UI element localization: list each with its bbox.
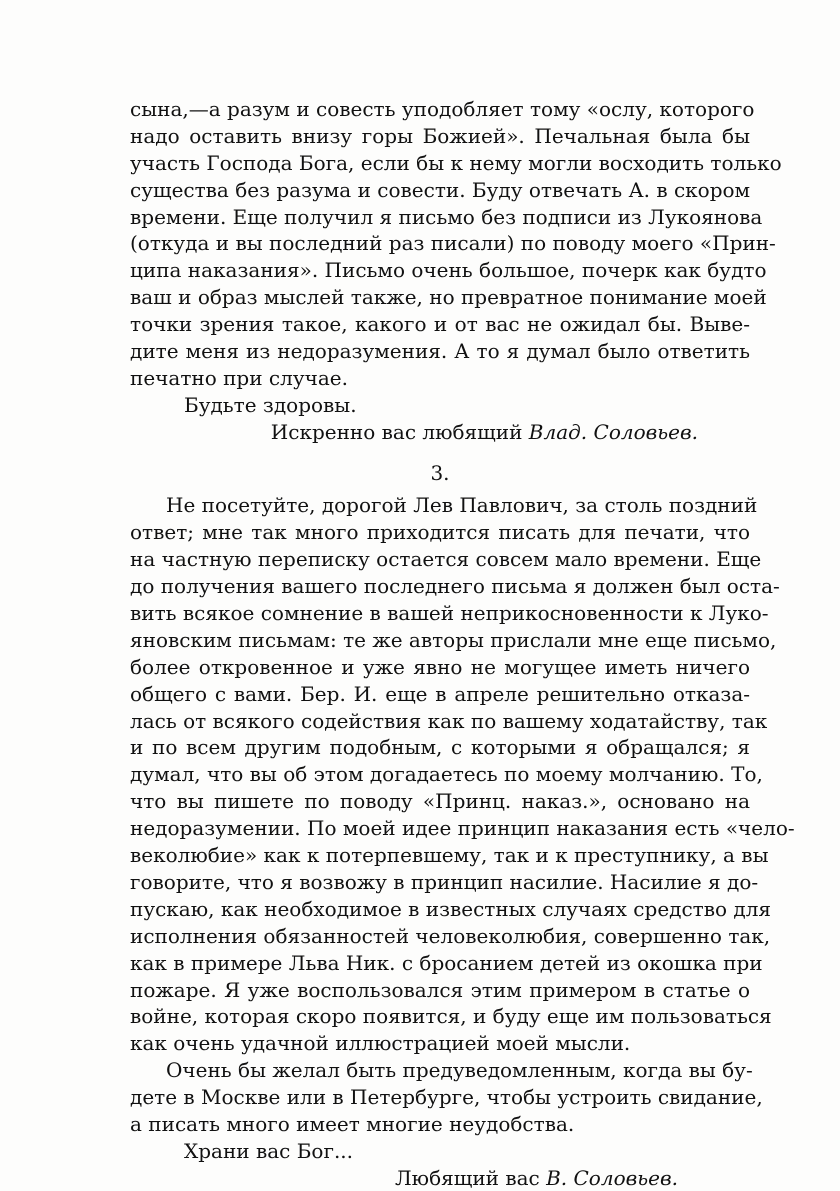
letter-3-signature — [130, 1165, 750, 1191]
signature-name: Влад. Соловьев. — [528, 419, 698, 444]
text-line: веколюбие» как к потерпевшему, так и к преступнику, а вы — [130, 843, 769, 868]
signature-prefix: Любящий вас — [394, 1165, 547, 1190]
text-line: недоразумении. По моей идее принцип наказания есть «чело- — [130, 816, 795, 841]
text-line: времени. Еще получил я письмо без подписи из Лукоянова — [130, 204, 763, 229]
text-line: (откуда и вы последний раз писали) по поводу моего «Прин- — [130, 231, 776, 256]
letter-2-body — [130, 96, 782, 446]
text-line: яновским письмам: те же авторы прислали мне еще письмо, — [130, 627, 777, 652]
text-line: дите меня из недоразумения. А то я думал было ответить — [130, 339, 750, 364]
text-line: Не посетуйте, дорогой Лев Павлович, за столь поздний — [166, 493, 758, 518]
letter-3-farewell: Храни вас Бог... — [184, 1138, 354, 1163]
text-line: думал, что вы об этом догадаетесь по моему молчанию. То, — [130, 762, 763, 787]
text-line: исполнения обязанностей человеколюбия, совершенно так, — [130, 923, 771, 948]
text-line: существа без разума и совести. Буду отвечать А. в скором — [130, 177, 751, 202]
text-line: пускаю, как необходимое в известных случаях средство для — [130, 896, 772, 921]
text-line: что вы пишете по поводу «Принц. наказ.», основано на — [130, 789, 750, 814]
text-line: лась от всякого содействия как по вашему ходатайству, так — [130, 708, 768, 733]
text-line: до получения вашего последнего письма я должен был оста- — [130, 574, 780, 599]
text-line: участь Господа Бога, если бы к нему могли восходить только — [130, 150, 782, 175]
text-line: на частную переписку остается совсем мало времени. Еще — [130, 547, 762, 572]
text-line: говорите, что я возвожу в принцип насилие. Насилие я до- — [130, 869, 759, 894]
text-line: как в примере Льва Ник. с бросанием детей из окошка при — [130, 950, 763, 975]
text-line: как очень удачной иллюстрацией моей мысли. — [130, 1031, 631, 1056]
text-line: печатно при случае. — [130, 365, 348, 390]
text-line: сына,—а разум и совесть уподобляет тому «ослу, которого — [130, 97, 755, 121]
text-line: общего с вами. Бер. И. еще в апреле решительно отказа- — [130, 681, 750, 706]
text-line: ответ; мне так много приходится писать для печати, что — [130, 520, 750, 545]
text-line: войне, которая скоро появится, и буду еще им пользоваться — [130, 1004, 772, 1029]
text-line: надо оставить внизу горы Божией». Печальная была бы — [130, 123, 750, 148]
letter-number: 3. — [430, 460, 450, 485]
signature-prefix: Искренно вас любящий — [270, 419, 529, 444]
text-line: ваш и образ мыслей также, но превратное понимание моей — [130, 285, 767, 310]
text-line: ципа наказания». Письмо очень большое, почерк как будто — [130, 258, 767, 283]
signature-name: В. Соловьев. — [546, 1165, 678, 1190]
text-line: точки зрения такое, какого и от вас не ожидал бы. Выве- — [130, 312, 750, 337]
text-line: Очень бы желал быть предуведомленным, когда вы бу- — [166, 1058, 753, 1083]
letter-2-signature — [130, 419, 750, 446]
letter-3-body — [130, 492, 795, 1191]
text-line: пожаре. Я уже воспользовался этим примером в статье о — [130, 977, 750, 1002]
text-column — [130, 96, 795, 1191]
text-line: вить всякое сомнение в вашей неприкосновенности к Луко- — [130, 601, 769, 626]
text-line: дете в Москве или в Петербурге, чтобы устроить свидание, — [130, 1085, 763, 1110]
text-line: и по всем другим подобным, с которыми я обращался; я — [130, 735, 750, 760]
letter-2-farewell: Будьте здоровы. — [184, 392, 357, 417]
text-line: более откровенное и уже явно не могущее иметь ничего — [130, 654, 750, 679]
text-line: а писать много имеет многие неудобства. — [130, 1111, 575, 1136]
